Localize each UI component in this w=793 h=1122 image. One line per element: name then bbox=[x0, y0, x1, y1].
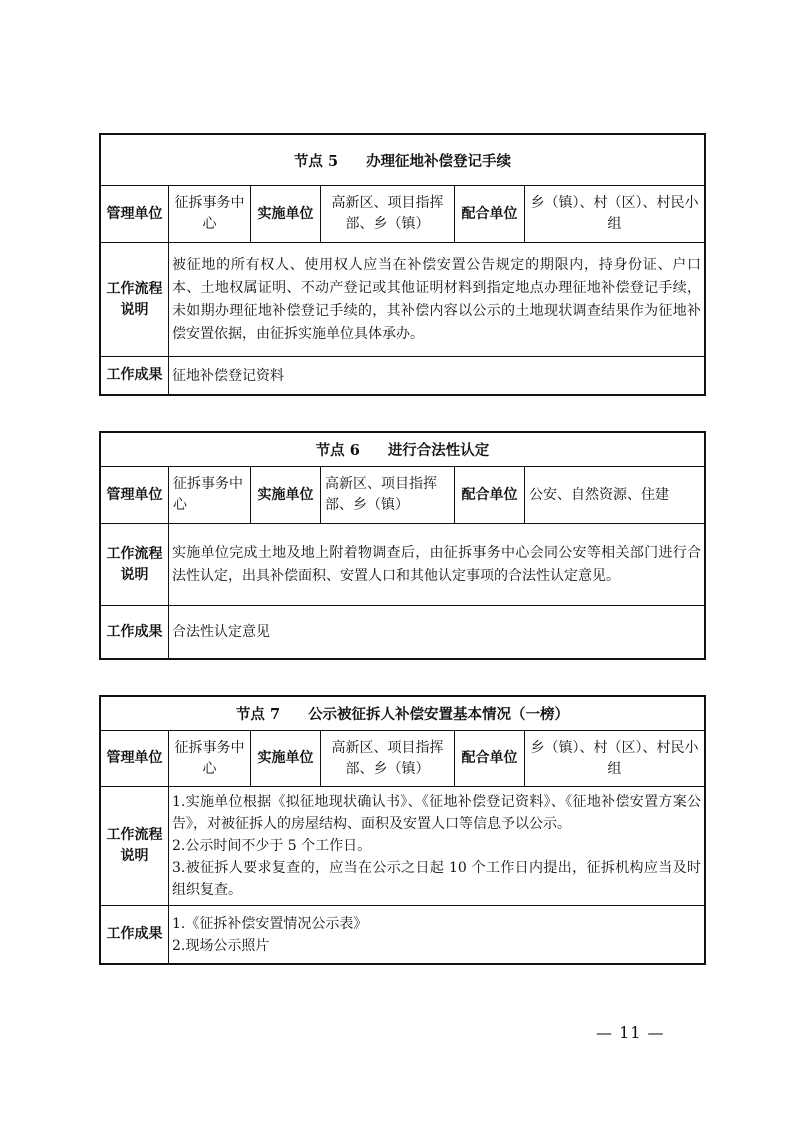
node-5-description: 被征地的所有权人、使用权人应当在补偿安置公告规定的期限内，持身份证、户口本、土地权属证明、不动产登记或其他证明材料到指定地点办理征地补偿登记手续，未如期办理征地补偿登记手续的，其补偿内容以公示的土地现状调查结果作为征地补偿安置依据，由征拆实施单位具体承办。 bbox=[168, 243, 704, 356]
impl-label: 实施单位 bbox=[250, 731, 320, 786]
coop-value: 乡（镇）、村（区）、村民小组 bbox=[524, 731, 704, 786]
desc-item-3: 3.被征拆人要求复查的，应当在公示之日起 10 个工作日内提出，征拆机构应当及时组织复查。 bbox=[172, 860, 701, 898]
page-number: — 11 — bbox=[596, 1023, 665, 1042]
node-5-result bbox=[168, 357, 704, 394]
coop-value: 乡（镇）、村（区）、村民小组 bbox=[524, 186, 704, 242]
node-7-number: 节点 7 bbox=[235, 706, 281, 723]
node-5-title: 办理征地补偿登记手续 bbox=[366, 152, 512, 170]
node-6-result bbox=[168, 606, 704, 658]
coop-label: 配合单位 bbox=[454, 467, 524, 523]
coop-label: 配合单位 bbox=[454, 731, 524, 786]
impl-label: 实施单位 bbox=[250, 186, 320, 242]
mgmt-label: 管理单位 bbox=[106, 205, 163, 222]
node-5-title-row bbox=[101, 135, 704, 185]
node-6-title: 进行合法性认定 bbox=[387, 442, 490, 459]
flow-label-line2: 说明 bbox=[120, 566, 149, 583]
result-label: 工作成果 bbox=[106, 367, 163, 383]
flow-label-line1: 工作流程 bbox=[106, 545, 163, 562]
node-6-description: 实施单位完成土地及地上附着物调查后，由征拆事务中心会同公安等相关部门进行合法性认定，出具补偿面积、安置人口和其他认定事项的合法性认定意见。 bbox=[168, 524, 704, 605]
mgmt-value: 征拆事务中心 bbox=[168, 467, 250, 523]
flow-label-line2: 说明 bbox=[120, 301, 149, 318]
node-7-title-row bbox=[101, 697, 704, 730]
result-label: 工作成果 bbox=[106, 623, 163, 640]
node-7-description bbox=[168, 787, 704, 905]
node-5-number: 节点 5 bbox=[293, 152, 339, 170]
mgmt-value: 征拆事务中心 bbox=[168, 731, 250, 786]
impl-value: 高新区、项目指挥部、乡（镇） bbox=[320, 467, 454, 523]
mgmt-label: 管理单位 bbox=[106, 750, 163, 766]
mgmt-label: 管理单位 bbox=[106, 486, 163, 503]
node-6-number: 节点 6 bbox=[315, 442, 360, 459]
result-item-1: 1.《征拆补偿安置情况公示表》 bbox=[172, 915, 368, 932]
node-6-table bbox=[99, 431, 706, 660]
impl-value: 高新区、项目指挥部、乡（镇） bbox=[320, 731, 454, 786]
node-5-info-row bbox=[101, 185, 704, 242]
coop-label: 配合单位 bbox=[454, 186, 524, 242]
node-7-result bbox=[168, 906, 704, 963]
node-6-title-row bbox=[101, 433, 704, 466]
flow-label bbox=[101, 787, 168, 905]
desc-item-1: 1.实施单位根据《拟征地现状确认书》、《征地补偿登记资料》、《征地补偿安置方案公告》，对被征拆人的房屋结构、面积及安置人口等信息予以公示。 bbox=[172, 794, 701, 832]
impl-label: 实施单位 bbox=[250, 467, 320, 523]
node-7-title: 公示被征拆人补偿安置基本情况（一榜） bbox=[308, 706, 570, 723]
flow-label-line1: 工作流程 bbox=[106, 280, 163, 297]
node-7-desc-row bbox=[101, 786, 704, 905]
impl-value: 高新区、项目指挥部、乡（镇） bbox=[320, 186, 454, 242]
result-item: 合法性认定意见 bbox=[172, 624, 270, 640]
node-5-result-row bbox=[101, 356, 704, 394]
flow-label bbox=[101, 524, 168, 605]
node-6-desc-row bbox=[101, 523, 704, 605]
node-7-table bbox=[99, 695, 706, 965]
node-7-info-row bbox=[101, 730, 704, 786]
flow-label bbox=[101, 243, 168, 356]
desc-item-2: 2.公示时间不少于 5 个工作日。 bbox=[172, 838, 372, 854]
result-item: 征地补偿登记资料 bbox=[172, 367, 284, 384]
node-7-result-row bbox=[101, 905, 704, 963]
node-6-result-row bbox=[101, 605, 704, 658]
node-5-desc-row bbox=[101, 242, 704, 356]
flow-label-line2: 说明 bbox=[120, 848, 149, 864]
mgmt-value: 征拆事务中心 bbox=[168, 186, 250, 242]
coop-value: 公安、自然资源、住建 bbox=[524, 467, 704, 523]
flow-label-line1: 工作流程 bbox=[106, 827, 163, 843]
node-5-table bbox=[99, 133, 706, 396]
node-6-info-row bbox=[101, 466, 704, 523]
result-item-2: 2.现场公示照片 bbox=[172, 937, 270, 954]
result-label: 工作成果 bbox=[106, 926, 163, 942]
